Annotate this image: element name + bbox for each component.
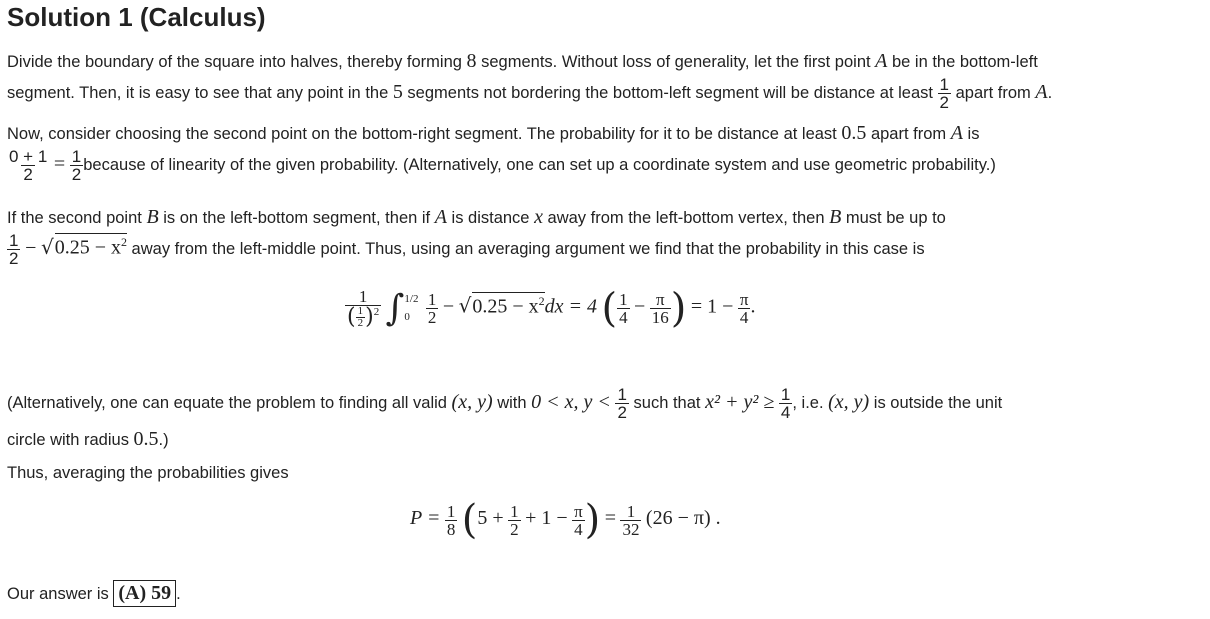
display-equation-average: P = $\frac{1}{8}$ (5 + $\frac{1}{2}$ + 1 − $\frac{\pi}{4}$ ) = $\frac{1}{32}$ (26 − π) . <box>410 497 721 543</box>
fraction-half: $\frac{1}{2}$ <box>939 75 950 112</box>
boxed-answer: (A) 59 <box>113 580 176 607</box>
paragraph-line-2: segment. Then, it is easy to see that any point in the 5 segments not bordering the bottom-left segment will be distance at least $\frac{1}{2}$ apart from A. <box>7 75 1053 112</box>
solution-title: Solution 1 (Calculus) <box>7 2 266 32</box>
answer-line: Our answer is (A) 59 . <box>7 580 181 607</box>
paragraph-line-8: circle with radius 0.5.) <box>7 428 169 450</box>
square-root: $0.25 - x^2$ <box>472 294 545 318</box>
fraction-one-half: $\frac{1}{2}$ <box>9 231 19 268</box>
fraction-one-half: $\frac{1}{2}$ <box>71 147 82 184</box>
square-root: $0.25 - x^2$ <box>54 235 127 259</box>
integral-sign: ∫ <box>385 288 405 329</box>
paragraph-line-5: If the second point B is on the left-bottom segment, then if A is distance x away from the left-bottom vertex, then B must be up to <box>7 206 946 228</box>
leading-fraction: 1 ( $\frac{1}{2}$ )$^2$ <box>347 287 380 330</box>
integral-limits: 1/2 0 <box>404 292 419 323</box>
paragraph-line-1: Divide the boundary of the square into halves, thereby forming 8 segments. Without loss of generality, let the first point A be in the bottom-left <box>7 50 1038 72</box>
display-equation-integral: 1 ( $\frac{1}{2}$ )$^2$ ∫ 1/2 0 $\frac{1}{2}$ − $√0.25 - x^2dx = 4$ ( $\frac{1}{4}$ − $\frac{\pi}{16}$ ) = 1 − $\frac{\pi}{4}$ . <box>347 285 756 332</box>
fraction-zero-plus-one-over-two: $\frac{0 + 1}{2}$ <box>9 147 48 184</box>
paragraph-line-4: $\frac{0 + 1}{2}$ = $\frac{1}{2}$ because of linearity of the given probability. (Alternatively, one can set up a coordinate system and use geometric probability.) <box>9 147 996 184</box>
paragraph-line-7: (Alternatively, one can equate the problem to finding all valid (x, y) with 0 < x, y < $\frac{1}{2}$ such that x² + y² ≥ $\frac{1}{4}$ , i.e. (x, y) is outside the unit <box>7 385 1003 422</box>
paragraph-line-9: Thus, averaging the probabilities gives <box>7 464 289 482</box>
paragraph-line-3: Now, consider choosing the second point on the bottom-right segment. The probability for it to be distance at least 0.5 apart from A is <box>7 122 980 144</box>
paragraph-line-6: $\frac{1}{2}$ − $√0.25 - x^2$ away from the left-middle point. Thus, using an averaging argument we find that the probability in this case is <box>9 231 925 268</box>
